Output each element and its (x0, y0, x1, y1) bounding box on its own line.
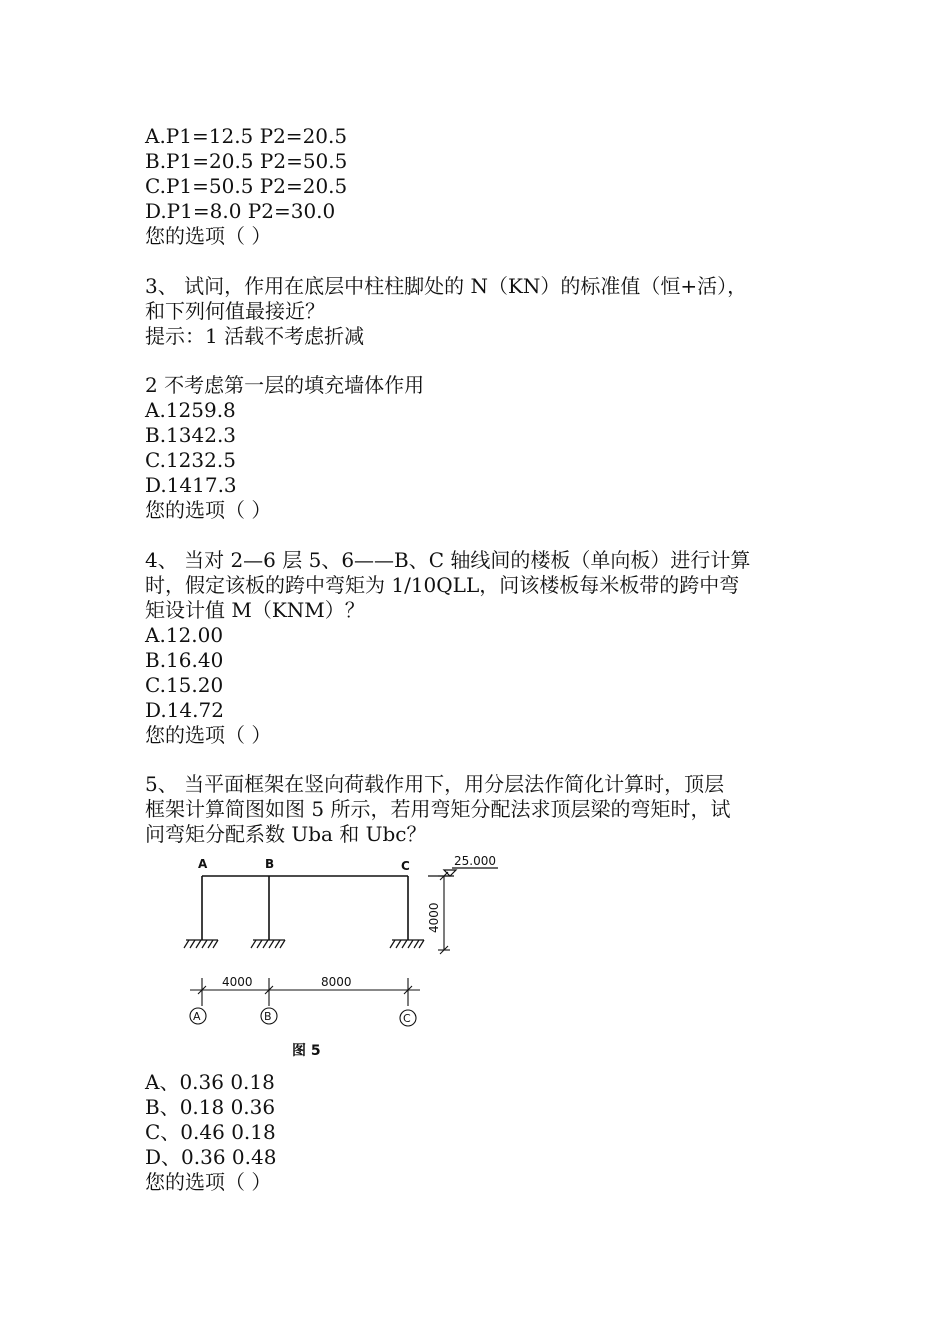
answer-prompt: 您的选项（ ） (145, 1170, 272, 1194)
fixed-support-icon (251, 940, 285, 948)
question-3 (145, 274, 825, 349)
question-3-options (145, 373, 825, 523)
option-c: C.P1=50.5 P2=20.5 (145, 174, 348, 198)
option-b: B.16.40 (145, 648, 224, 672)
question-4 (145, 548, 825, 748)
axis-label-a: A (193, 1010, 201, 1023)
option-c: C、0.46 0.18 (145, 1120, 276, 1144)
question-2-options (145, 124, 825, 249)
node-label-b: B (265, 857, 275, 871)
question-stem-line: 时，假定该板的跨中弯矩为 1/10QLL，问该楼板每米板带的跨中弯 (145, 573, 740, 597)
question-stem-line: 和下列何值最接近？ (145, 299, 325, 323)
frame-diagram (176, 848, 506, 1063)
span-dim-ab: 4000 (222, 975, 253, 989)
elevation-label: 25.000 (454, 854, 496, 868)
option-d: D.1417.3 (145, 473, 237, 497)
option-b: B、0.18 0.36 (145, 1095, 276, 1119)
question-stem-line: 5、 当平面框架在竖向荷载作用下，用分层法作简化计算时，顶层 (145, 772, 725, 796)
question-stem-line: 问弯矩分配系数 Uba 和 Ubc？ (145, 822, 427, 846)
height-dim-label: 4000 (427, 902, 441, 933)
option-d: D.14.72 (145, 698, 224, 722)
option-a: A、0.36 0.18 (145, 1070, 275, 1094)
option-d: D.P1=8.0 P2=30.0 (145, 199, 336, 223)
answer-prompt: 您的选项（ ） (145, 498, 272, 522)
question-5 (145, 772, 825, 847)
answer-prompt: 您的选项（ ） (145, 723, 272, 747)
question-hint: 提示：1 活载不考虑折减 (145, 324, 365, 348)
answer-prompt: 您的选项（ ） (145, 224, 272, 248)
option-a: A.12.00 (145, 623, 224, 647)
question-hint: 2 不考虑第一层的填充墙体作用 (145, 373, 425, 397)
axis-label-b: B (264, 1010, 272, 1023)
fixed-support-icon (184, 940, 218, 948)
option-c: C.15.20 (145, 673, 224, 697)
figure-caption: 图 5 (292, 1043, 321, 1059)
question-stem-line: 4、 当对 2—6 层 5、6——B、C 轴线间的楼板（单向板）进行计算 (145, 548, 751, 572)
node-label-c: C (401, 859, 410, 873)
option-b: B.P1=20.5 P2=50.5 (145, 149, 348, 173)
option-b: B.1342.3 (145, 423, 237, 447)
option-d: D、0.36 0.48 (145, 1145, 277, 1169)
question-stem-line: 框架计算简图如图 5 所示，若用弯矩分配法求顶层梁的弯矩时，试 (145, 797, 731, 821)
option-c: C.1232.5 (145, 448, 236, 472)
elevation-marker-icon (428, 868, 498, 876)
question-stem-line: 矩设计值 M（KNM）？ (145, 598, 365, 622)
node-label-a: A (198, 857, 208, 871)
option-a: A.1259.8 (145, 398, 236, 422)
question-stem-line: 3、 试问，作用在底层中柱柱脚处的 N（KN）的标准值（恒+活）， (145, 274, 748, 298)
axis-label-c: C (403, 1012, 411, 1025)
option-a: A.P1=12.5 P2=20.5 (145, 124, 348, 148)
question-5-options (145, 1070, 825, 1195)
span-dim-bc: 8000 (321, 975, 352, 989)
frame-diagram-figure (176, 848, 506, 1063)
fixed-support-icon (390, 940, 424, 948)
